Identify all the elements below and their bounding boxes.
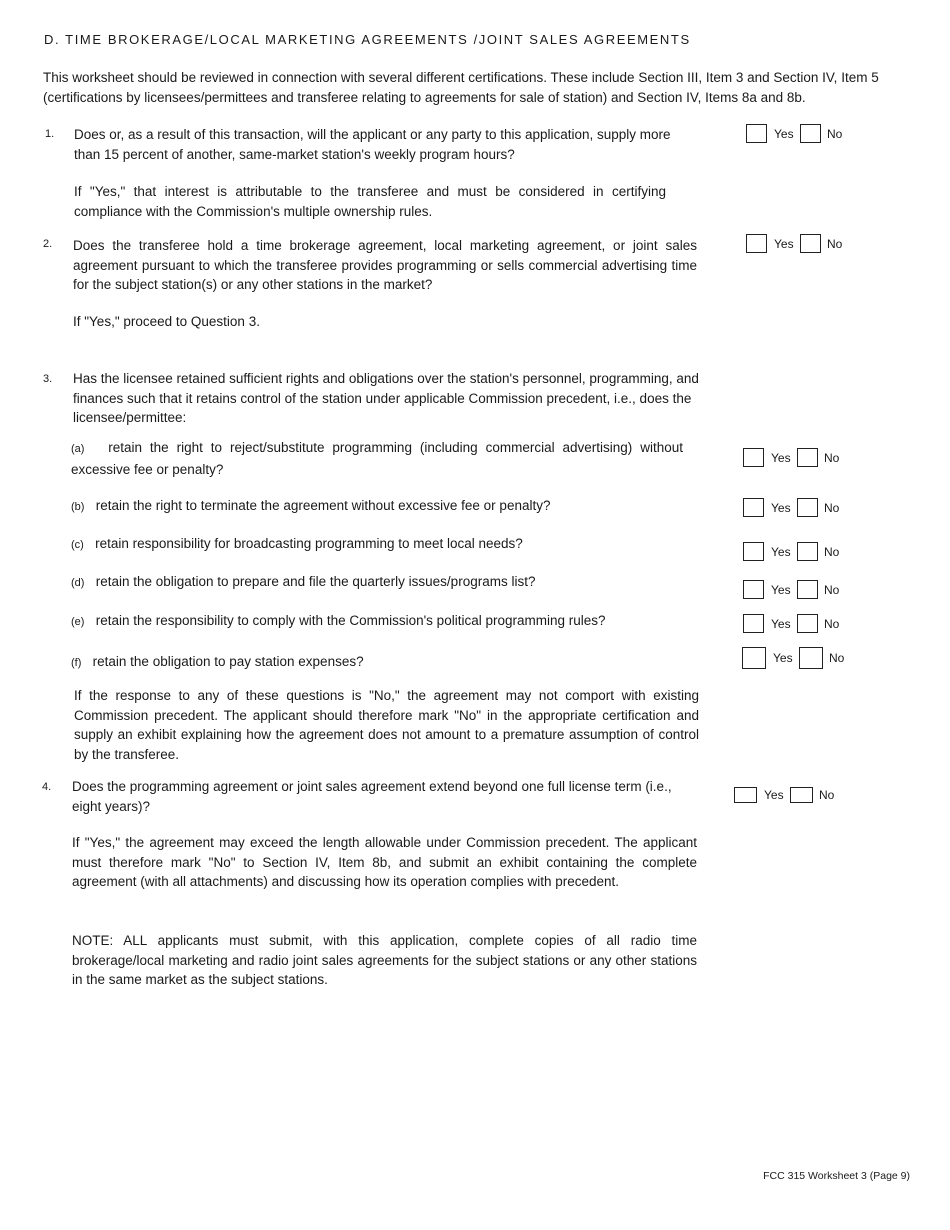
question-1-text: Does or, as a result of this transaction, will the applicant or any party to this application, supply more than 15 percent of another, same-market station's weekly program hours? xyxy=(74,127,671,162)
question-2-no-checkbox[interactable] xyxy=(800,234,821,253)
yes-label: Yes xyxy=(771,616,791,631)
question-4-yes-checkbox[interactable] xyxy=(734,787,757,803)
question-3d-letter: (d) xyxy=(71,577,85,589)
page-footer: FCC 315 Worksheet 3 (Page 9) xyxy=(763,1170,910,1182)
question-3c-yes-checkbox[interactable] xyxy=(743,542,764,561)
question-3e-text: retain the responsibility to comply with the Commission's political programming rules? xyxy=(95,613,606,628)
no-label: No xyxy=(827,126,843,141)
question-3b-yes-no xyxy=(743,498,839,517)
intro-paragraph: This worksheet should be reviewed in connection with several different certifications. These include Section III, Item 3 and Section IV, Item 5 (certifications by licensees/permittees and transferee relating to agreements for sale of station) and Section IV, Items 8a and 8b. xyxy=(43,70,879,105)
question-3c-letter: (c) xyxy=(71,539,84,551)
question-3f xyxy=(71,652,691,674)
question-3e-no-checkbox[interactable] xyxy=(797,614,818,633)
yes-label: Yes xyxy=(774,126,794,141)
question-3a xyxy=(71,438,683,479)
question-3d xyxy=(71,572,691,594)
question-4-text: Does the programming agreement or joint sales agreement extend beyond one full license term (i.e., eight years)? xyxy=(72,779,672,814)
question-2-note: If "Yes," proceed to Question 3. xyxy=(73,314,260,329)
question-3c-no-checkbox[interactable] xyxy=(797,542,818,561)
question-1-yes-no xyxy=(746,124,842,143)
question-3e-yes-checkbox[interactable] xyxy=(743,614,764,633)
question-3f-yes-no xyxy=(742,647,844,669)
question-3f-letter: (f) xyxy=(71,657,82,669)
question-4-yes-no xyxy=(734,787,834,803)
question-3b xyxy=(71,496,691,518)
question-3d-yes-no xyxy=(743,580,839,599)
question-3-number: 3. xyxy=(43,373,53,385)
question-3b-letter: (b) xyxy=(71,501,85,513)
question-4-note: If "Yes," the agreement may exceed the length allowable under Commission precedent. The applicant must therefore mark "No" to Section IV, Item 8b, and submit an exhibit containing the complete agreement (with all attachments) and discussing how its operation complies with precedent. xyxy=(72,835,697,889)
question-3a-yes-checkbox[interactable] xyxy=(743,448,764,467)
question-1-yes-checkbox[interactable] xyxy=(746,124,767,143)
no-label: No xyxy=(824,450,840,465)
question-1-note: If "Yes," that interest is attributable to the transferee and must be considered in certifying compliance with the Commission's multiple ownership rules. xyxy=(74,184,666,219)
question-3f-no-checkbox[interactable] xyxy=(799,647,823,669)
question-4-number: 4. xyxy=(42,781,52,793)
yes-label: Yes xyxy=(771,500,791,515)
question-3b-text: retain the right to terminate the agreement without excessive fee or penalty? xyxy=(95,498,551,513)
no-label: No xyxy=(824,544,840,559)
no-label: No xyxy=(819,788,835,802)
question-3f-yes-checkbox[interactable] xyxy=(742,647,766,669)
yes-label: Yes xyxy=(771,544,791,559)
question-3c xyxy=(71,534,691,556)
question-1-no-checkbox[interactable] xyxy=(800,124,821,143)
question-3c-text: retain responsibility for broadcasting programming to meet local needs? xyxy=(95,536,523,551)
question-3d-yes-checkbox[interactable] xyxy=(743,580,764,599)
question-2-text: Does the transferee hold a time brokerage agreement, local marketing agreement, or joint sales agreement pursuant to which the transferee provides programming or sells commercial advertising time for the subject station(s) or any other stations in the market? xyxy=(73,238,697,292)
no-label: No xyxy=(824,500,840,515)
no-label: No xyxy=(829,651,845,665)
question-3b-yes-checkbox[interactable] xyxy=(743,498,764,517)
question-3d-text: retain the obligation to prepare and file the quarterly issues/programs list? xyxy=(95,574,536,589)
question-1-number: 1. xyxy=(45,128,55,140)
no-label: No xyxy=(824,616,840,631)
no-label: No xyxy=(827,236,843,251)
question-3-text: Has the licensee retained sufficient rights and obligations over the station's personnel, programming, and finances such that it retains control of the station under applicable Commission precedent, i.e., does the licensee/permittee: xyxy=(73,371,699,425)
question-3e xyxy=(71,611,691,633)
yes-label: Yes xyxy=(773,651,793,665)
question-3a-no-checkbox[interactable] xyxy=(797,448,818,467)
yes-label: Yes xyxy=(771,582,791,597)
question-3a-yes-no xyxy=(743,448,839,467)
question-3e-letter: (e) xyxy=(71,616,85,628)
question-3b-no-checkbox[interactable] xyxy=(797,498,818,517)
yes-label: Yes xyxy=(771,450,791,465)
question-3d-no-checkbox[interactable] xyxy=(797,580,818,599)
question-4-no-checkbox[interactable] xyxy=(790,787,813,803)
question-3a-letter: (a) xyxy=(71,443,85,455)
question-2-number: 2. xyxy=(43,238,53,250)
question-3f-text: retain the obligation to pay station expenses? xyxy=(92,654,364,669)
section-title: D. TIME BROKERAGE/LOCAL MARKETING AGREEMENTS /JOINT SALES AGREEMENTS xyxy=(44,32,691,47)
question-2-yes-checkbox[interactable] xyxy=(746,234,767,253)
question-3c-yes-no xyxy=(743,542,839,561)
yes-label: Yes xyxy=(774,236,794,251)
all-applicants-note: NOTE: ALL applicants must submit, with this application, complete copies of all radio time brokerage/local marketing and radio joint sales agreements for the subject stations or any other stations in the same market as the subject stations. xyxy=(72,933,697,987)
question-2-yes-no xyxy=(746,234,842,253)
question-3a-text: retain the right to reject/substitute programming (including commercial advertising) without excessive fee or penalty? xyxy=(71,440,683,477)
yes-label: Yes xyxy=(764,788,784,802)
question-3-note: If the response to any of these questions is "No," the agreement may not comport with existing Commission precedent. The applicant should therefore mark "No" in the appropriate certification and supply an exhibit explaining how the agreement does not amount to a premature assumption of control by the transferee. xyxy=(74,688,699,762)
no-label: No xyxy=(824,582,840,597)
question-3e-yes-no xyxy=(743,614,839,633)
